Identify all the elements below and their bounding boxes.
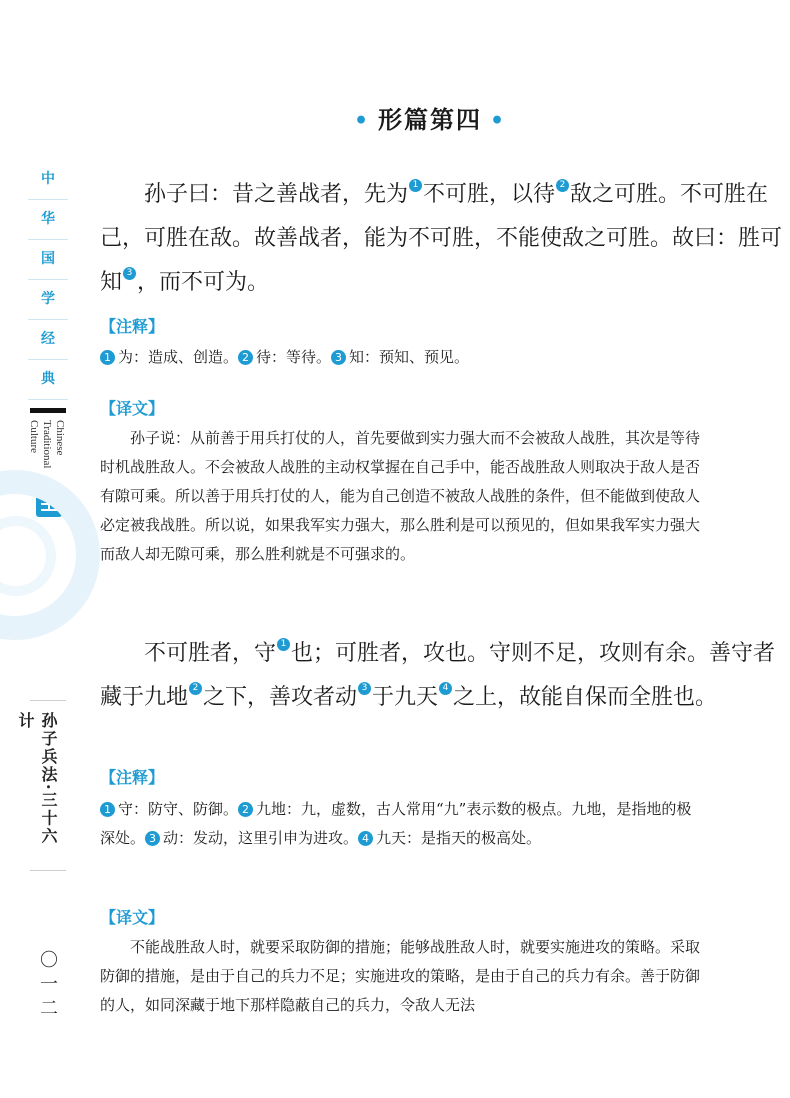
notes-text: 1 守：防守、防御。 2 九地：九，虚数，古人常用“九”表示数的极点。九地，是指地的极深处。 3 动：发动，这里引申为进攻。 4 九天：是指天的极高处。 bbox=[100, 800, 692, 847]
note-number: 4 bbox=[358, 831, 373, 846]
book-title: 孙子兵法·三十六计 bbox=[16, 712, 58, 846]
series-char: 典 bbox=[28, 360, 68, 400]
cloud-watermark bbox=[0, 470, 100, 640]
series-vertical-label bbox=[28, 160, 68, 400]
original-text-2: 不可胜者，守 1 也；可胜者，攻也。守则不足，攻则有余。善守者藏于九地 2 之下，善攻者动 3 于九天 4 之上，故能自保而全胜也。 bbox=[100, 639, 776, 710]
notes-label: 【注释】 bbox=[100, 317, 165, 336]
footnote-marker: 1 bbox=[409, 179, 422, 192]
sidebar-english-label: Chinese Traditional Culture bbox=[28, 420, 66, 469]
page-number: 〇一二 bbox=[37, 950, 58, 1022]
series-char: 华 bbox=[28, 200, 68, 240]
notes-text: 1 为：造成、创造。 2 待：等待。 3 知：预知、预见。 bbox=[100, 343, 700, 372]
translation-text: 不能战胜敌人时，就要采取防御的措施；能够战胜敌人时，就要实施进攻的策略。采取防御的措施，是由于自己的兵力不足；实施进攻的策略，是由于自己的兵力有余。善于防御的人，如同深藏于地下那样隐蔽自己的兵力，令敌人无法 bbox=[100, 938, 701, 1014]
footnote-marker: 3 bbox=[358, 682, 371, 695]
footnote-marker: 2 bbox=[556, 179, 569, 192]
series-char: 国 bbox=[28, 240, 68, 280]
divider bbox=[30, 870, 66, 871]
translation-label: 【译文】 bbox=[100, 908, 165, 927]
series-char: 学 bbox=[28, 280, 68, 320]
series-char: 经 bbox=[28, 320, 68, 360]
note-number: 3 bbox=[145, 831, 160, 846]
footnote-marker: 3 bbox=[123, 267, 136, 280]
note-number: 3 bbox=[331, 350, 346, 365]
divider bbox=[30, 700, 66, 701]
footnote-marker: 1 bbox=[277, 638, 290, 651]
chapter-title bbox=[100, 100, 760, 135]
note-number: 2 bbox=[238, 350, 253, 365]
note-number: 1 bbox=[100, 350, 115, 365]
chapter-title-text: 形篇第四 bbox=[378, 105, 482, 134]
note-number: 2 bbox=[238, 802, 253, 817]
notes-label: 【注释】 bbox=[100, 768, 165, 787]
sidebar-divider bbox=[30, 408, 66, 413]
note-number: 1 bbox=[100, 802, 115, 817]
series-char: 中 bbox=[28, 160, 68, 200]
title-dot: • bbox=[490, 108, 507, 134]
title-dot: • bbox=[353, 108, 370, 134]
translation-text: 孙子说：从前善于用兵打仗的人，首先要做到实力强大而不会被敌人战胜，其次是等待时机战胜敌人。不会被敌人战胜的主动权掌握在自己手中，能否战胜敌人则取决于敌人是否有隙可乘。所以善于用兵打仗的人，能为自己创造不被敌人战胜的条件，但不能做到使敌人必定被我战胜。所以说，如果我军实力强大，那么胜利是可以预见的，但如果我军实力强大而敌人却无隙可乘，那么胜利就是不可强求的。 bbox=[100, 429, 701, 563]
footnote-marker: 4 bbox=[439, 682, 452, 695]
translation-label: 【译文】 bbox=[100, 399, 165, 418]
footnote-marker: 2 bbox=[189, 682, 202, 695]
original-text-1: 孙子曰：昔之善战者，先为 1 不可胜，以待 2 敌之可胜。不可胜在己，可胜在敌。故善战者，能为不可胜，不能使敌之可胜。故曰：胜可知 3 ，而不可为。 bbox=[100, 180, 783, 295]
